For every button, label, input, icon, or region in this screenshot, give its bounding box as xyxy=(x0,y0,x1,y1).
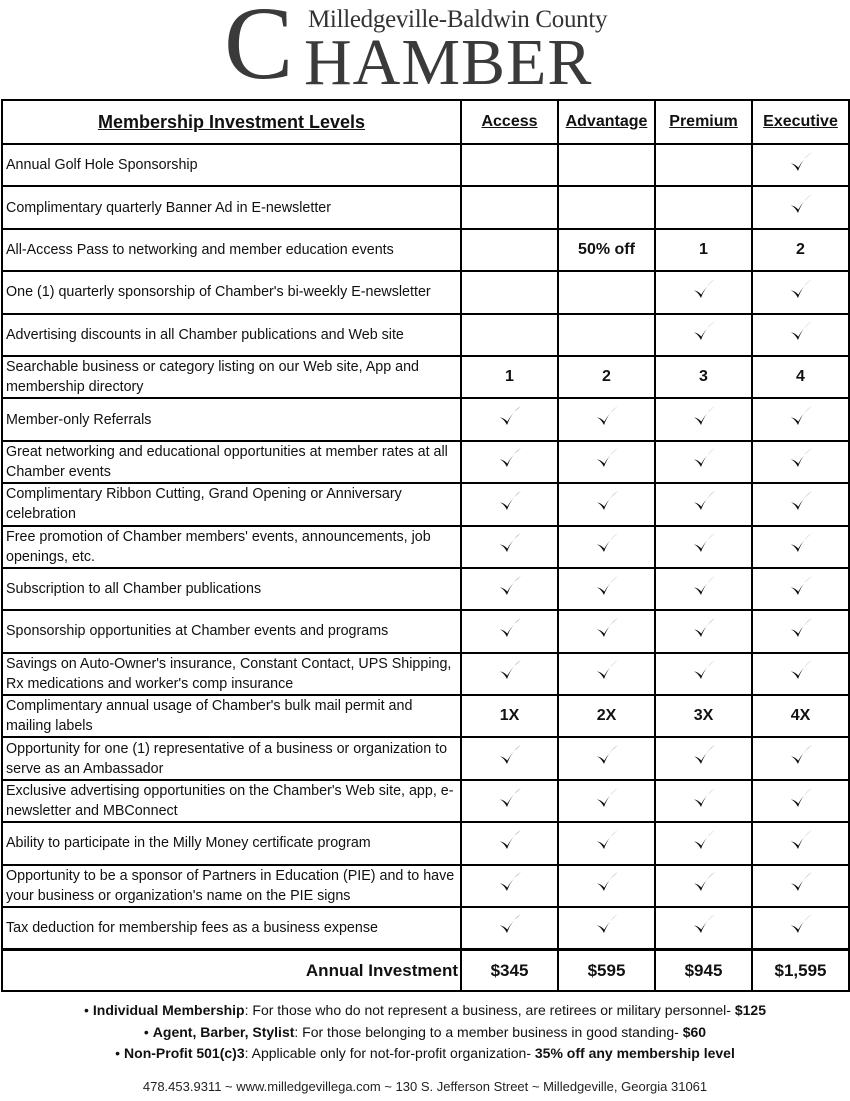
checkmark-icon xyxy=(593,573,621,601)
benefit-cell-access xyxy=(461,314,558,356)
table-header-row xyxy=(2,100,849,144)
table-row xyxy=(2,229,849,271)
benefit-label: Exclusive advertising opportunities on the Chamber's Web site, app, e-newsletter and MBConnect xyxy=(2,780,461,822)
logo-org-name: Milledgeville-Baldwin County xyxy=(308,6,608,33)
benefit-cell-access xyxy=(461,441,558,483)
column-header-advantage: Advantage xyxy=(558,100,655,144)
checkmark-icon xyxy=(496,785,524,813)
table-row xyxy=(2,822,849,864)
table-row xyxy=(2,144,849,186)
price-access: $345 xyxy=(461,949,558,991)
benefit-cell-access xyxy=(461,144,558,186)
benefit-cell-advantage xyxy=(558,907,655,949)
benefit-label: Advertising discounts in all Chamber publications and Web site xyxy=(2,314,461,356)
benefit-cell-premium xyxy=(655,568,752,610)
benefit-cell-executive xyxy=(752,568,849,610)
benefit-cell-advantage xyxy=(558,737,655,779)
benefit-cell-executive xyxy=(752,398,849,440)
logo-initial: C xyxy=(224,0,294,101)
table-row xyxy=(2,483,849,525)
checkmark-icon xyxy=(593,827,621,855)
checkmark-icon xyxy=(787,318,815,346)
checkmark-icon xyxy=(593,488,621,516)
note-tail: $125 xyxy=(734,1002,766,1018)
benefit-cell-premium: 3 xyxy=(655,356,752,398)
checkmark-icon xyxy=(496,742,524,770)
benefit-cell-executive xyxy=(752,144,849,186)
benefit-label: Great networking and educational opportunities at member rates at all Chamber events xyxy=(2,441,461,483)
benefit-cell-access xyxy=(461,653,558,695)
benefit-label: Savings on Auto-Owner's insurance, Constant Contact, UPS Shipping, Rx medications and worker's comp insurance xyxy=(2,653,461,695)
checkmark-icon xyxy=(593,657,621,685)
checkmark-icon xyxy=(690,276,718,304)
benefit-cell-executive xyxy=(752,271,849,313)
note-bold: Individual Membership xyxy=(92,1002,245,1018)
checkmark-icon xyxy=(496,657,524,685)
benefit-cell-access xyxy=(461,398,558,440)
benefit-cell-access xyxy=(461,483,558,525)
checkmark-icon xyxy=(593,403,621,431)
benefit-cell-advantage xyxy=(558,314,655,356)
checkmark-icon xyxy=(690,742,718,770)
checkmark-icon xyxy=(496,615,524,643)
table-title: Membership Investment Levels xyxy=(2,100,461,144)
membership-table xyxy=(1,99,850,992)
note-text: : For those who do not represent a business, are retirees or military personnel- xyxy=(244,1002,735,1018)
benefit-cell-advantage xyxy=(558,441,655,483)
note-tail: $60 xyxy=(682,1023,707,1040)
table-row xyxy=(2,271,849,313)
checkmark-icon xyxy=(496,403,524,431)
benefit-rows xyxy=(2,144,849,949)
checkmark-icon xyxy=(496,573,524,601)
benefit-cell-executive xyxy=(752,737,849,779)
benefit-cell-access xyxy=(461,610,558,652)
table-row xyxy=(2,568,849,610)
table-row xyxy=(2,780,849,822)
benefit-cell-access xyxy=(461,865,558,907)
benefit-cell-premium xyxy=(655,526,752,568)
benefit-cell-access xyxy=(461,526,558,568)
checkmark-icon xyxy=(787,785,815,813)
benefit-cell-advantage: 2X xyxy=(558,695,655,737)
benefit-cell-premium xyxy=(655,865,752,907)
checkmark-icon xyxy=(690,657,718,685)
benefit-label: Tax deduction for membership fees as a business expense xyxy=(2,907,461,949)
bullet-dot: • xyxy=(84,1002,89,1018)
benefit-cell-executive xyxy=(752,441,849,483)
benefit-cell-access xyxy=(461,737,558,779)
benefit-cell-executive xyxy=(752,186,849,228)
benefit-label: Opportunity to be a sponsor of Partners in Education (PIE) and to have your business or organization's name on the PIE signs xyxy=(2,865,461,907)
benefit-cell-advantage xyxy=(558,653,655,695)
benefit-cell-premium xyxy=(655,907,752,949)
benefit-cell-access xyxy=(461,186,558,228)
benefit-cell-premium xyxy=(655,822,752,864)
benefit-cell-access xyxy=(461,229,558,271)
benefit-cell-premium xyxy=(655,271,752,313)
benefit-label: Free promotion of Chamber members' events, announcements, job openings, etc. xyxy=(2,526,461,568)
checkmark-icon xyxy=(690,530,718,558)
checkmark-icon xyxy=(593,530,621,558)
table-row xyxy=(2,653,849,695)
table-row xyxy=(2,865,849,907)
benefit-cell-advantage xyxy=(558,865,655,907)
checkmark-icon xyxy=(593,615,621,643)
checkmark-icon xyxy=(787,573,815,601)
checkmark-icon xyxy=(690,445,718,473)
benefit-cell-access xyxy=(461,568,558,610)
checkmark-icon xyxy=(496,911,524,939)
benefit-cell-advantage xyxy=(558,483,655,525)
membership-notes xyxy=(0,1000,850,1065)
benefit-label: Complimentary annual usage of Chamber's bulk mail permit and mailing labels xyxy=(2,695,461,737)
checkmark-icon xyxy=(690,488,718,516)
benefit-cell-access: 1 xyxy=(461,356,558,398)
benefit-cell-advantage xyxy=(558,822,655,864)
benefit-cell-advantage xyxy=(558,780,655,822)
column-header-premium: Premium xyxy=(655,100,752,144)
benefit-label: Member-only Referrals xyxy=(2,398,461,440)
checkmark-icon xyxy=(593,742,621,770)
benefit-label: One (1) quarterly sponsorship of Chamber's bi-weekly E-newsletter xyxy=(2,271,461,313)
checkmark-icon xyxy=(690,785,718,813)
note-text: : Applicable only for not-for-profit organization- xyxy=(244,1045,535,1061)
column-header-executive: Executive xyxy=(752,100,849,144)
benefit-cell-premium xyxy=(655,737,752,779)
benefit-label: Subscription to all Chamber publications xyxy=(2,568,461,610)
note-text: : For those belonging to a member business in good standing- xyxy=(294,1023,683,1040)
benefit-cell-advantage xyxy=(558,144,655,186)
benefit-cell-executive xyxy=(752,610,849,652)
benefit-label: Complimentary quarterly Banner Ad in E-newsletter xyxy=(2,186,461,228)
benefit-label: Sponsorship opportunities at Chamber events and programs xyxy=(2,610,461,652)
benefit-cell-advantage: 2 xyxy=(558,356,655,398)
annual-investment-row xyxy=(2,949,849,991)
benefit-cell-access xyxy=(461,907,558,949)
bullet-dot: • xyxy=(143,1023,149,1040)
checkmark-icon xyxy=(690,318,718,346)
benefit-cell-executive: 4X xyxy=(752,695,849,737)
checkmark-icon xyxy=(690,573,718,601)
benefit-cell-executive xyxy=(752,822,849,864)
checkmark-icon xyxy=(787,445,815,473)
price-advantage: $595 xyxy=(558,949,655,991)
table-row xyxy=(2,907,849,949)
benefit-cell-access xyxy=(461,271,558,313)
checkmark-icon xyxy=(690,827,718,855)
note-bold: Agent, Barber, Stylist xyxy=(152,1023,295,1040)
table-row xyxy=(2,314,849,356)
checkmark-icon xyxy=(787,530,815,558)
benefit-cell-premium xyxy=(655,653,752,695)
benefit-cell-access xyxy=(461,780,558,822)
benefit-cell-premium: 3X xyxy=(655,695,752,737)
price-executive: $1,595 xyxy=(752,949,849,991)
bullet-dot: • xyxy=(115,1045,121,1061)
checkmark-icon xyxy=(787,869,815,897)
benefit-cell-advantage xyxy=(558,610,655,652)
benefit-cell-premium xyxy=(655,398,752,440)
benefit-cell-executive xyxy=(752,780,849,822)
benefit-cell-premium xyxy=(655,144,752,186)
chamber-logo xyxy=(222,0,642,101)
checkmark-icon xyxy=(690,869,718,897)
benefit-cell-advantage: 50% off xyxy=(558,229,655,271)
checkmark-icon xyxy=(787,276,815,304)
benefit-cell-premium: 1 xyxy=(655,229,752,271)
benefit-cell-premium xyxy=(655,610,752,652)
table-row xyxy=(2,610,849,652)
benefit-cell-executive xyxy=(752,907,849,949)
table-row xyxy=(2,526,849,568)
benefit-label: Searchable business or category listing on our Web site, App and membership directory xyxy=(2,356,461,398)
checkmark-icon xyxy=(787,657,815,685)
benefit-cell-advantage xyxy=(558,186,655,228)
checkmark-icon xyxy=(496,869,524,897)
checkmark-icon xyxy=(593,869,621,897)
annual-investment-label: Annual Investment xyxy=(2,949,461,991)
table-row xyxy=(2,356,849,398)
benefit-label: All-Access Pass to networking and member education events xyxy=(2,229,461,271)
checkmark-icon xyxy=(496,488,524,516)
note-line xyxy=(0,1043,850,1065)
benefit-cell-advantage xyxy=(558,271,655,313)
benefit-cell-premium xyxy=(655,314,752,356)
benefit-cell-executive xyxy=(752,865,849,907)
benefit-cell-advantage xyxy=(558,398,655,440)
benefit-cell-access: 1X xyxy=(461,695,558,737)
benefit-cell-advantage xyxy=(558,526,655,568)
checkmark-icon xyxy=(496,445,524,473)
benefit-label: Opportunity for one (1) representative of a business or organization to serve as an Ambassador xyxy=(2,737,461,779)
benefit-label: Complimentary Ribbon Cutting, Grand Opening or Anniversary celebration xyxy=(2,483,461,525)
checkmark-icon xyxy=(496,827,524,855)
checkmark-icon xyxy=(787,191,815,219)
table-row xyxy=(2,186,849,228)
checkmark-icon xyxy=(787,403,815,431)
table-row xyxy=(2,398,849,440)
benefit-cell-executive xyxy=(752,526,849,568)
benefit-cell-advantage xyxy=(558,568,655,610)
benefit-cell-access xyxy=(461,822,558,864)
checkmark-icon xyxy=(593,445,621,473)
benefit-cell-premium xyxy=(655,441,752,483)
benefit-label: Annual Golf Hole Sponsorship xyxy=(2,144,461,186)
benefit-cell-executive: 2 xyxy=(752,229,849,271)
checkmark-icon xyxy=(496,530,524,558)
checkmark-icon xyxy=(690,615,718,643)
benefit-cell-executive: 4 xyxy=(752,356,849,398)
checkmark-icon xyxy=(787,149,815,177)
note-line xyxy=(0,1022,850,1044)
column-header-access: Access xyxy=(461,100,558,144)
note-bold: Non-Profit 501(c)3 xyxy=(124,1045,245,1061)
contact-footer: 478.453.9311 ~ www.milledgevillega.com ~ 130 S. Jefferson Street ~ Milledgeville, Georgia 31061 xyxy=(142,1079,708,1094)
benefit-cell-executive xyxy=(752,314,849,356)
table-row xyxy=(2,695,849,737)
checkmark-icon xyxy=(787,742,815,770)
checkmark-icon xyxy=(593,911,621,939)
checkmark-icon xyxy=(787,911,815,939)
checkmark-icon xyxy=(690,403,718,431)
table-row xyxy=(2,441,849,483)
benefit-cell-premium xyxy=(655,186,752,228)
table-row xyxy=(2,737,849,779)
benefit-cell-executive xyxy=(752,483,849,525)
note-line xyxy=(0,1000,850,1022)
checkmark-icon xyxy=(690,911,718,939)
checkmark-icon xyxy=(787,488,815,516)
price-premium: $945 xyxy=(655,949,752,991)
benefit-label: Ability to participate in the Milly Money certificate program xyxy=(2,822,461,864)
benefit-cell-premium xyxy=(655,483,752,525)
checkmark-icon xyxy=(787,827,815,855)
note-tail: 35% off any membership level xyxy=(534,1045,735,1061)
benefit-cell-executive xyxy=(752,653,849,695)
logo-word: HAMBER xyxy=(304,26,593,99)
checkmark-icon xyxy=(787,615,815,643)
benefit-cell-premium xyxy=(655,780,752,822)
checkmark-icon xyxy=(593,785,621,813)
